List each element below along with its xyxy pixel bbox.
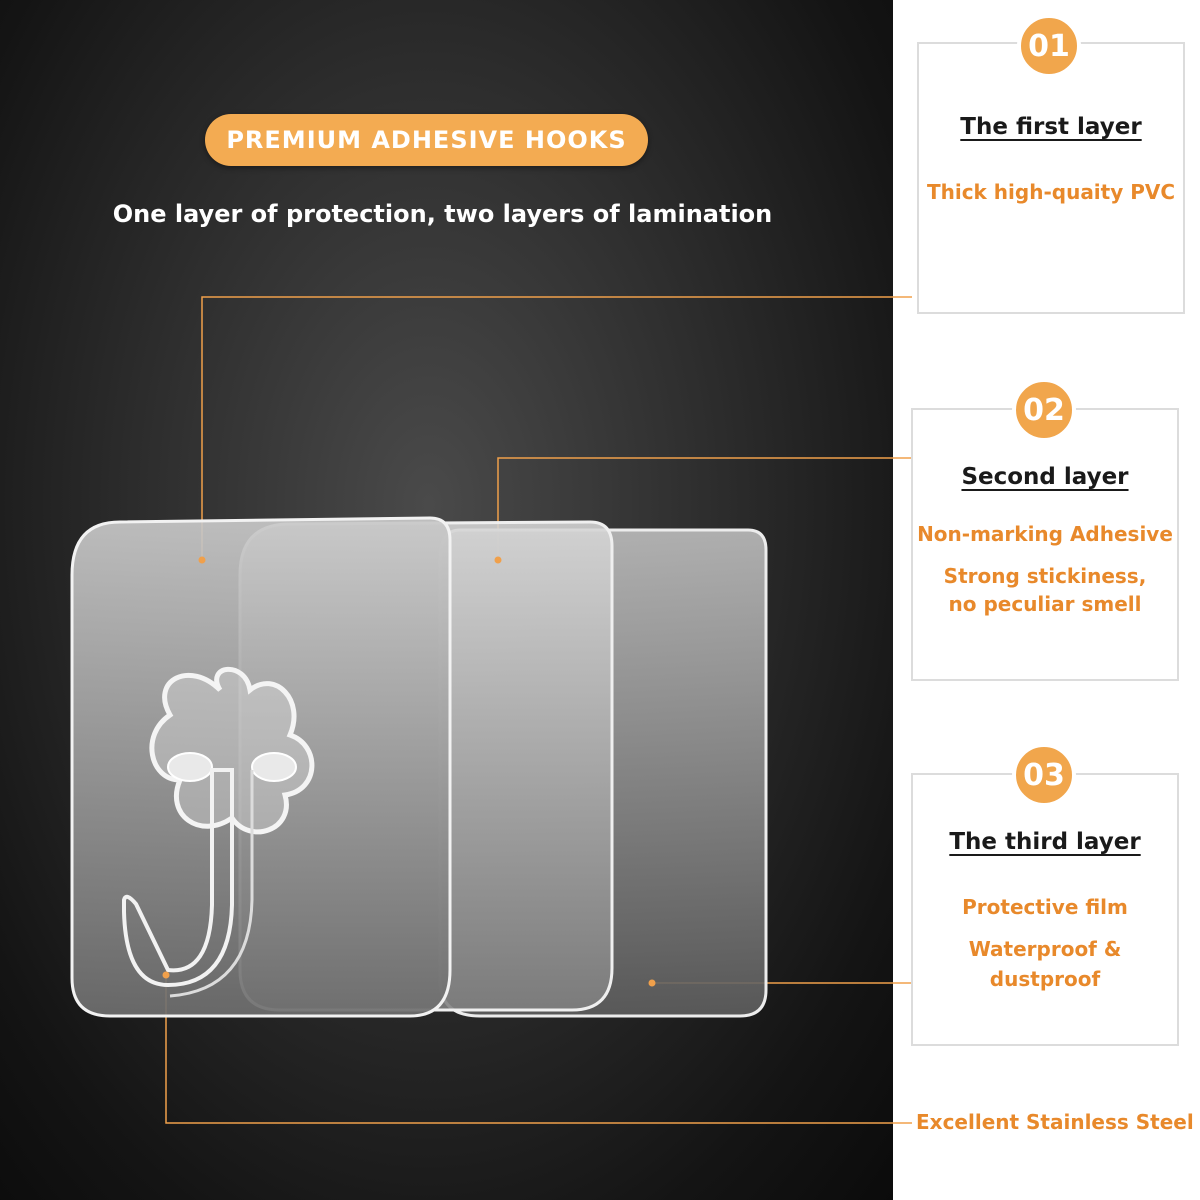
layer-card-detail: Strong stickiness, <box>943 564 1147 588</box>
subtitle: One layer of protection, two layers of lamination <box>112 200 773 228</box>
layer-card-detail: no peculiar smell <box>948 592 1142 616</box>
layer-number-badge <box>1012 743 1076 807</box>
layer-card-second <box>911 408 1179 681</box>
layer-card-detail: Non-marking Adhesive <box>917 522 1173 546</box>
layer-card-third <box>911 773 1179 1046</box>
layer-number: 03 <box>1023 757 1065 793</box>
layer-number-badge <box>1012 378 1076 442</box>
layer-card-detail: Thick high-quaity PVC <box>926 180 1176 204</box>
layer-number: 02 <box>1023 392 1065 428</box>
layer-number: 01 <box>1028 28 1070 64</box>
layer-number-badge <box>1017 14 1081 78</box>
leader-dot-first-layer <box>199 557 206 564</box>
hook-material-note: Excellent Stainless Steel <box>916 1110 1194 1134</box>
leader-dot-third-layer <box>649 980 656 987</box>
leader-dot-second-layer <box>495 557 502 564</box>
layer-card-title: The first layer <box>960 114 1142 140</box>
layer-card-first <box>917 42 1185 314</box>
title-banner-label: PREMIUM ADHESIVE HOOKS <box>226 126 627 154</box>
leader-dot-hook <box>163 972 170 979</box>
layer-card-detail: dustproof <box>989 967 1101 991</box>
layer-card-detail: Waterproof & <box>968 937 1122 961</box>
layer-card-detail: Protective film <box>962 895 1128 919</box>
layer-card-title: Second layer <box>961 464 1129 490</box>
layer-card-title: The third layer <box>949 829 1141 855</box>
